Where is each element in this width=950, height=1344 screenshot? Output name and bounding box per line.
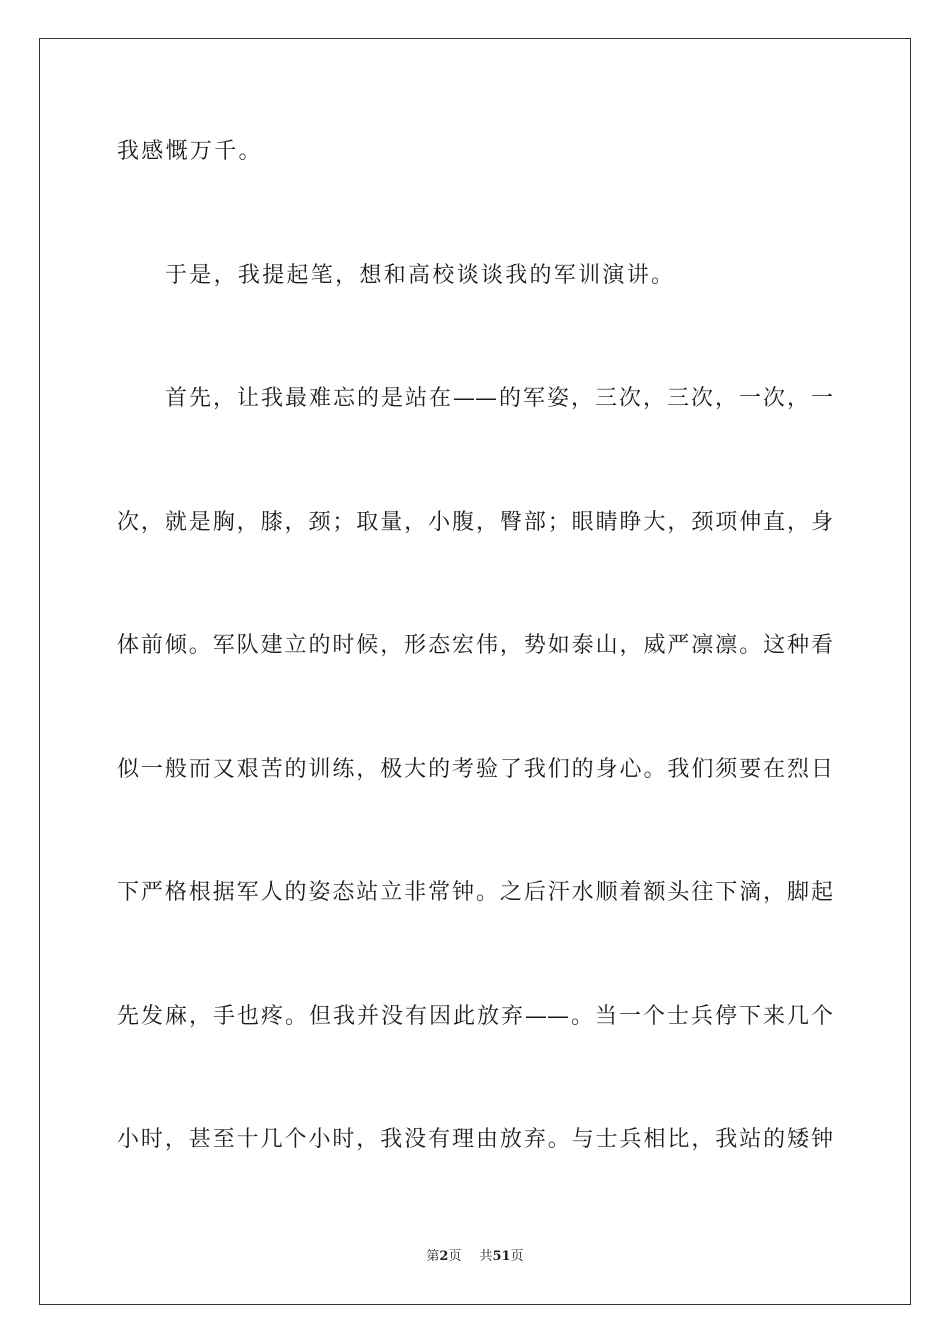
text-line-9: 小时，甚至十几个小时，我没有理由放弃。与士兵相比，我站的矮钟	[117, 1127, 833, 1152]
page-number: 2	[439, 1249, 449, 1264]
text-line-3: 首先，让我最难忘的是站在——的军姿，三次，三次，一次，一	[165, 386, 833, 411]
text-line-5: 体前倾。军队建立的时候，形态宏伟，势如泰山，威严凛凛。这种看	[117, 633, 833, 658]
total-pages: 51	[492, 1249, 511, 1264]
page-prefix: 第	[426, 1249, 440, 1264]
text-line-2: 于是，我提起笔，想和高校谈谈我的军训演讲。	[165, 263, 676, 288]
page-suffix: 页	[448, 1249, 462, 1264]
text-line-8: 先发麻，手也疼。但我并没有因此放弃——。当一个士兵停下来几个	[117, 1004, 833, 1029]
text-line-4: 次，就是胸，膝，颈；取量，小腹，臀部；眼睛睁大，颈项伸直，身	[117, 510, 833, 535]
text-line-1: 我感慨万千。	[117, 139, 263, 164]
page-border	[39, 38, 911, 1305]
total-prefix: 共	[479, 1249, 493, 1264]
total-suffix: 页	[510, 1249, 524, 1264]
page-footer	[0, 1248, 950, 1266]
text-line-6: 似一般而又艰苦的训练，极大的考验了我们的身心。我们须要在烈日	[117, 757, 833, 782]
text-line-7: 下严格根据军人的姿态站立非常钟。之后汗水顺着额头往下滴，脚起	[117, 880, 833, 905]
